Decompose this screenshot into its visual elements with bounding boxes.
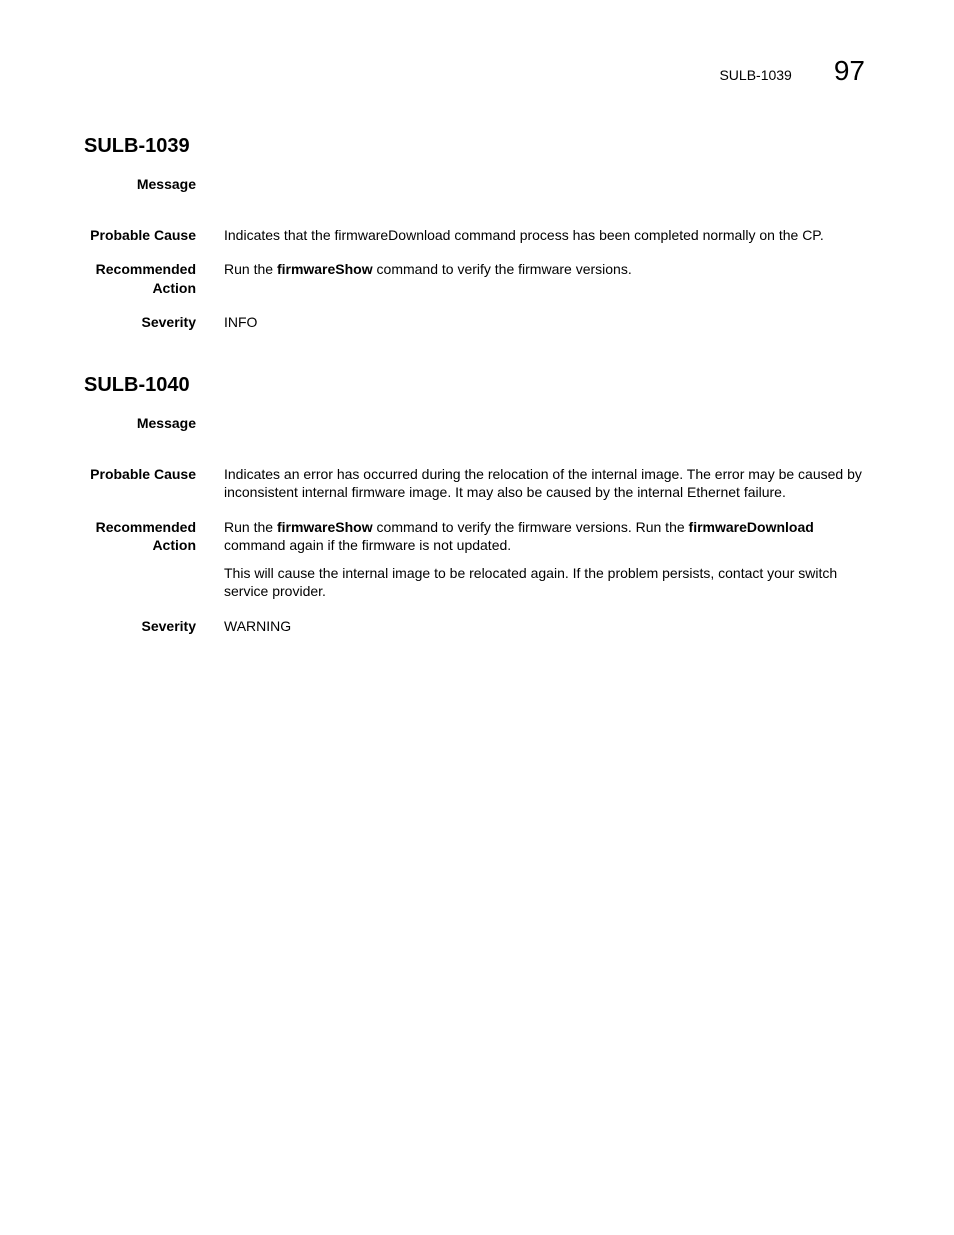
severity-label: Severity xyxy=(141,617,196,634)
message-content xyxy=(224,175,874,194)
recommended-action-label-line2: Action xyxy=(152,537,196,553)
recommended-action-row xyxy=(84,518,874,601)
recommended-action-text xyxy=(224,260,874,297)
message-row xyxy=(84,414,874,433)
command-name: firmwareShow xyxy=(276,261,373,277)
chapter-number: 97 xyxy=(833,55,865,86)
probable-cause-label: Probable Cause xyxy=(90,226,196,243)
message-label: Message xyxy=(136,415,196,431)
probable-cause-text xyxy=(224,226,874,245)
probable-cause-row xyxy=(84,226,874,245)
probable-cause-paragraph: Indicates an error has occurred during the relocation of the internal image. The error may be caused by inconsistent internal firmware image. It may also be caused by the internal Ethernet failure. xyxy=(224,465,862,500)
command-name: firmwareShow xyxy=(276,518,373,535)
recommended-action-paragraph-2: This will cause the internal image to be relocated again. If the problem persists, contact your switch service provider. xyxy=(224,564,838,599)
action-text: command to verify the firmware versions. xyxy=(372,261,632,277)
message-label: Message xyxy=(136,176,196,192)
severity-row xyxy=(84,313,874,332)
action-text: command to verify the firmware versions. Run the xyxy=(372,518,689,535)
action-text: Run the xyxy=(224,261,277,277)
entry-title: SULB-1040 xyxy=(84,374,190,396)
severity-value: WARNING xyxy=(224,617,292,634)
recommended-action-paragraph xyxy=(224,518,874,555)
probable-cause-paragraph: Indicates that the firmwareDownload command process has been completed normally on the CP. xyxy=(224,226,824,243)
action-text: Run the xyxy=(224,518,277,535)
probable-cause-text xyxy=(224,465,874,502)
recommended-action-label-line2: Action xyxy=(152,279,196,296)
recommended-action-label-line1: Recommended xyxy=(95,518,196,535)
severity-row xyxy=(84,617,874,636)
recommended-action-text xyxy=(224,518,874,601)
running-header xyxy=(719,57,865,85)
probable-cause-label: Probable Cause xyxy=(90,465,196,482)
recommended-action-label xyxy=(84,260,196,297)
command-name: firmwareDownload xyxy=(688,518,814,535)
running-title: SULB-1039 xyxy=(719,67,792,83)
recommended-action-label xyxy=(84,518,196,601)
severity-value: INFO xyxy=(224,314,258,330)
recommended-action-label-line1: Recommended xyxy=(95,261,196,277)
message-entry-sulb-1039 xyxy=(84,134,874,348)
entry-title: SULB-1039 xyxy=(84,135,190,157)
recommended-action-row xyxy=(84,260,874,297)
probable-cause-row xyxy=(84,465,874,502)
message-content xyxy=(224,414,874,433)
message-row xyxy=(84,175,874,194)
severity-label: Severity xyxy=(141,314,196,330)
action-text: command again if the firmware is not updated. xyxy=(224,537,512,553)
message-entry-sulb-1040 xyxy=(84,373,874,651)
recommended-action-paragraph xyxy=(224,260,874,279)
